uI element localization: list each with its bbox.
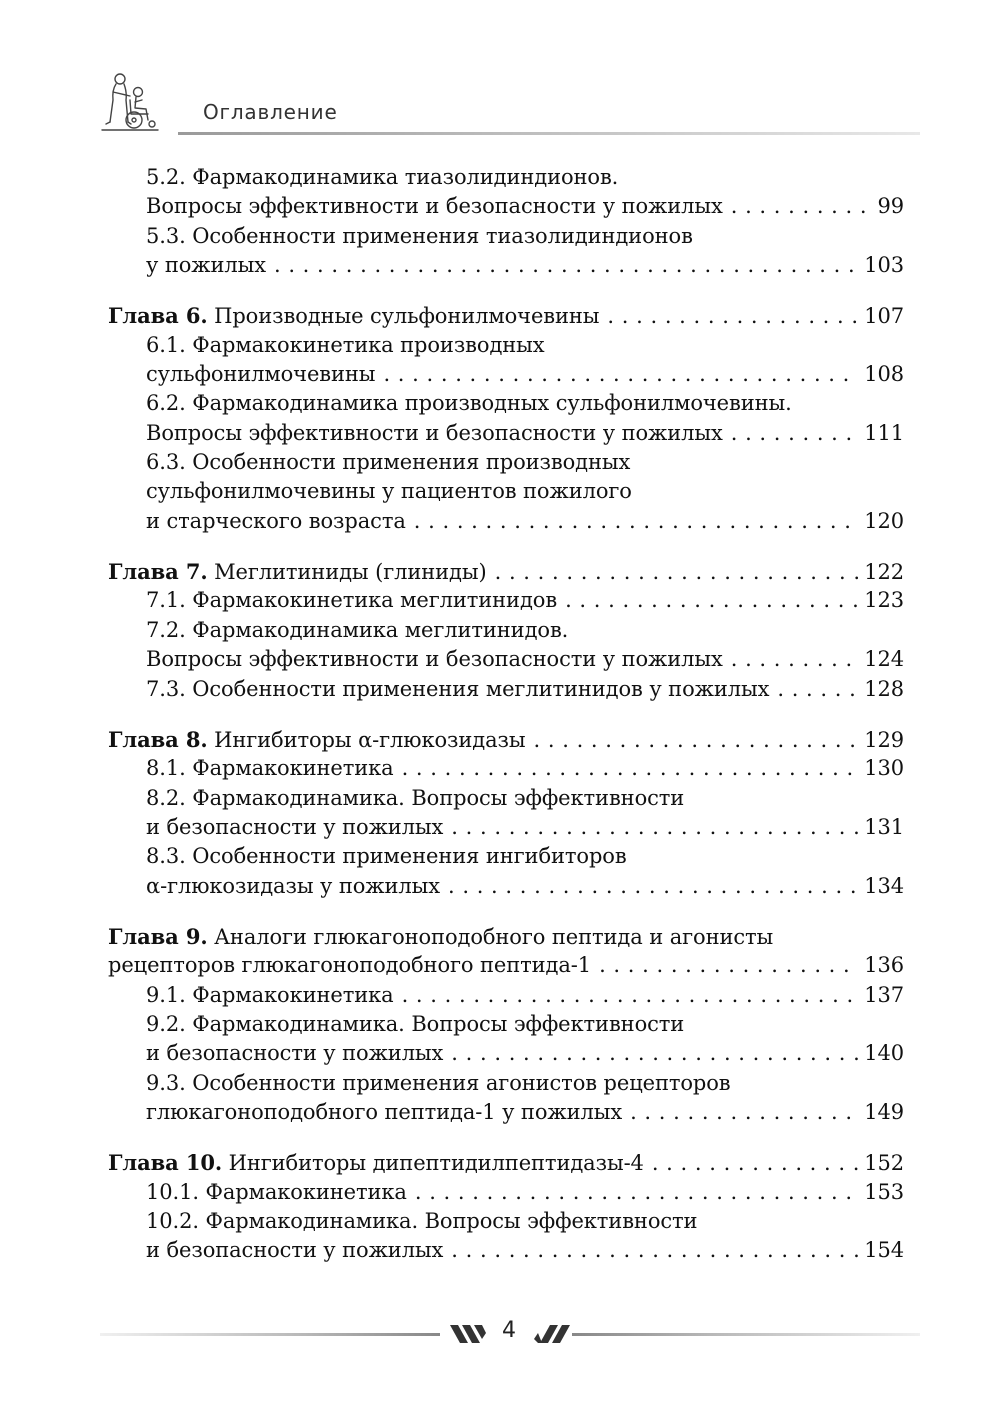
toc-entry-text xyxy=(108,922,773,952)
toc-page-number: 108 xyxy=(864,362,904,387)
toc-entry-text xyxy=(146,360,375,389)
toc-page-number: 136 xyxy=(864,953,904,978)
toc-entry-text xyxy=(146,251,266,280)
toc-entry xyxy=(108,1069,904,1098)
toc-page-number: 99 xyxy=(877,194,904,219)
toc-entry-text xyxy=(146,813,443,842)
section-gap xyxy=(108,536,904,557)
toc-page-number: 124 xyxy=(864,647,904,672)
entry-title: глюкагоноподобного пептида-1 у пожилых xyxy=(146,1099,623,1124)
toc-page-number: 130 xyxy=(864,756,904,781)
entry-title: 9.3. Особенности применения агонистов рецепторов xyxy=(146,1070,731,1095)
toc-entry xyxy=(108,448,904,477)
entry-title: 10.1. Фармакокинетика xyxy=(146,1179,407,1204)
toc-entry-text xyxy=(146,1098,622,1127)
toc-page-number: 154 xyxy=(864,1238,904,1263)
toc-entry-text xyxy=(146,419,723,448)
toc-entry-text xyxy=(146,163,618,192)
dot-leader xyxy=(534,726,859,755)
entry-title: Меглитиниды (глиниды) xyxy=(214,560,487,585)
dot-leader xyxy=(652,1149,858,1178)
toc-page-number: 134 xyxy=(864,873,904,898)
toc-entry-text xyxy=(146,192,723,221)
dot-leader xyxy=(414,507,858,536)
entry-title: и безопасности у пожилых xyxy=(146,814,444,839)
chapter-label: Глава 6. xyxy=(108,303,208,329)
toc-page-number: 111 xyxy=(864,420,904,445)
toc-page-number: 149 xyxy=(864,1099,904,1124)
toc-entry-text xyxy=(108,1148,644,1178)
toc-entry xyxy=(108,389,904,418)
toc-entry xyxy=(108,1236,904,1265)
toc-entry-text xyxy=(108,557,487,587)
section-gap xyxy=(108,901,904,922)
header-rule xyxy=(178,132,920,135)
footer-rule-left xyxy=(100,1333,440,1336)
chapter-label: Глава 7. xyxy=(108,559,208,585)
toc-entry-text xyxy=(146,842,627,871)
entry-title: 7.3. Особенности применения меглитинидов у пожилых xyxy=(146,676,770,701)
toc-entry-text xyxy=(146,1039,443,1068)
entry-title: сульфонилмочевины xyxy=(146,362,376,387)
toc-entry xyxy=(108,477,904,506)
toc-chapter-entry xyxy=(108,1148,904,1177)
toc-page-number: 137 xyxy=(864,982,904,1007)
entry-title: и безопасности у пожилых xyxy=(146,1238,444,1263)
page-number: 4 xyxy=(502,1318,516,1343)
toc-entry-text xyxy=(146,586,557,615)
section-gap xyxy=(108,704,904,725)
toc-entry-text xyxy=(146,1236,443,1265)
toc-entry xyxy=(108,675,904,704)
toc-entry xyxy=(108,784,904,813)
toc-entry-text xyxy=(146,448,630,477)
entry-title: 7.2. Фармакодинамика меглитинидов. xyxy=(146,617,569,642)
dot-leader xyxy=(402,981,859,1010)
entry-title: 9.2. Фармакодинамика. Вопросы эффективности xyxy=(146,1011,685,1036)
entry-title: 8.2. Фармакодинамика. Вопросы эффективности xyxy=(146,785,685,810)
toc-entry xyxy=(108,645,904,674)
toc-page-number: 152 xyxy=(864,1151,904,1176)
toc-entry-text xyxy=(146,1069,731,1098)
entry-title: 5.2. Фармакодинамика тиазолидиндионов. xyxy=(146,165,619,189)
toc-entry xyxy=(108,163,904,192)
section-gap xyxy=(108,1127,904,1148)
toc-entry-text xyxy=(146,1010,684,1039)
toc-entry xyxy=(108,842,904,871)
toc-chapter-entry xyxy=(108,557,904,586)
entry-title: 5.3. Особенности применения тиазолидиндионов xyxy=(146,223,693,248)
entry-title: Ингибиторы α-глюкозидазы xyxy=(214,727,526,752)
table-of-contents xyxy=(108,163,904,1266)
entry-title: Вопросы эффективности и безопасности у пожилых xyxy=(146,194,723,219)
entry-title: 8.1. Фармакокинетика xyxy=(146,756,394,781)
dot-leader xyxy=(415,1178,858,1207)
entry-title: 10.2. Фармакодинамика. Вопросы эффективности xyxy=(146,1209,698,1233)
toc-chapter-entry xyxy=(108,922,904,951)
dot-leader xyxy=(630,1098,858,1127)
toc-entry-text xyxy=(146,222,693,251)
entry-title: Ингибиторы дипептидилпептидазы-4 xyxy=(228,1151,644,1176)
dot-leader xyxy=(777,675,858,704)
toc-page-number: 123 xyxy=(864,588,904,613)
dot-leader xyxy=(448,872,858,901)
toc-entry xyxy=(108,981,904,1010)
toc-entry xyxy=(108,331,904,360)
toc-entry-text xyxy=(146,981,394,1010)
toc-entry-text xyxy=(108,951,591,980)
dot-leader xyxy=(599,951,858,980)
toc-entry xyxy=(108,1207,904,1236)
dot-leader xyxy=(402,754,859,783)
toc-chapter-entry xyxy=(108,725,904,754)
entry-title: Аналоги глюкагоноподобного пептида и агонисты xyxy=(214,924,774,949)
page-header xyxy=(100,70,920,140)
left-ornament-icon xyxy=(448,1325,488,1345)
chapter-label: Глава 8. xyxy=(108,726,208,752)
toc-entry xyxy=(108,813,904,842)
dot-leader xyxy=(451,1039,858,1068)
toc-entry xyxy=(108,507,904,536)
section-gap xyxy=(108,280,904,301)
dot-leader xyxy=(383,360,858,389)
dot-leader xyxy=(731,645,858,674)
dot-leader xyxy=(607,302,858,331)
toc-entry xyxy=(108,1098,904,1127)
dot-leader xyxy=(495,558,859,587)
running-header-title: Оглавление xyxy=(203,100,338,124)
toc-page-number: 129 xyxy=(864,727,904,752)
entry-title: рецепторов глюкагоноподобного пептида-1 xyxy=(108,953,592,978)
entry-title: и безопасности у пожилых xyxy=(146,1041,444,1066)
toc-entry-text xyxy=(146,784,684,813)
toc-page-number: 131 xyxy=(864,814,904,839)
dot-leader xyxy=(451,813,858,842)
dot-leader xyxy=(731,419,858,448)
toc-entry-text xyxy=(146,331,545,360)
dot-leader xyxy=(451,1236,858,1265)
entry-title: α-глюкозидазы у пожилых xyxy=(146,873,440,898)
page-footer xyxy=(100,1318,920,1354)
toc-chapter-entry xyxy=(108,301,904,330)
toc-entry xyxy=(108,360,904,389)
entry-title: 8.3. Особенности применения ингибиторов xyxy=(146,844,627,869)
footer-rule-right xyxy=(572,1333,920,1336)
toc-entry-text xyxy=(146,1178,407,1207)
entry-title: 6.1. Фармакокинетика производных xyxy=(146,332,545,357)
entry-title: сульфонилмочевины у пациентов пожилого xyxy=(146,479,632,504)
toc-entry-text xyxy=(108,725,526,755)
toc-entry-text xyxy=(146,872,440,901)
toc-page-number: 122 xyxy=(864,560,904,585)
entry-title: Производные сульфонилмочевины xyxy=(214,304,600,329)
entry-title: 7.1. Фармакокинетика меглитинидов xyxy=(146,588,558,613)
toc-entry-text xyxy=(146,477,632,506)
elderly-care-logo-icon xyxy=(100,70,160,132)
toc-entry xyxy=(108,586,904,615)
entry-title: 6.3. Особенности применения производных xyxy=(146,450,631,475)
toc-entry-text xyxy=(146,754,394,783)
toc-page-number: 107 xyxy=(864,304,904,329)
toc-page-number: 153 xyxy=(864,1179,904,1204)
entry-title: 6.2. Фармакодинамика производных сульфонилмочевины. xyxy=(146,391,792,416)
toc-entry xyxy=(108,1039,904,1068)
toc-entry-text xyxy=(146,389,792,418)
toc-page-number: 128 xyxy=(864,676,904,701)
dot-leader xyxy=(274,251,858,280)
toc-entry-text xyxy=(146,616,568,645)
dot-leader xyxy=(731,192,872,221)
toc-entry xyxy=(108,419,904,448)
toc-entry xyxy=(108,251,904,280)
toc-entry xyxy=(108,192,904,221)
toc-entry xyxy=(108,616,904,645)
toc-entry-text xyxy=(146,645,723,674)
toc-entry xyxy=(108,754,904,783)
toc-entry xyxy=(108,951,904,980)
toc-entry xyxy=(108,222,904,251)
toc-page-number: 140 xyxy=(864,1041,904,1066)
toc-entry xyxy=(108,1178,904,1207)
dot-leader xyxy=(565,586,858,615)
entry-title: Вопросы эффективности и безопасности у пожилых xyxy=(146,420,723,445)
toc-entry-text xyxy=(108,301,599,331)
toc-entry-text xyxy=(146,675,769,704)
toc-entry-text xyxy=(146,1207,697,1236)
toc-page-number: 120 xyxy=(864,508,904,533)
entry-title: у пожилых xyxy=(146,253,266,278)
entry-title: Вопросы эффективности и безопасности у пожилых xyxy=(146,647,723,672)
entry-title: 9.1. Фармакокинетика xyxy=(146,982,394,1007)
toc-entry xyxy=(108,872,904,901)
chapter-label: Глава 9. xyxy=(108,923,208,949)
chapter-label: Глава 10. xyxy=(108,1150,223,1176)
toc-entry-text xyxy=(146,507,406,536)
entry-title: и старческого возраста xyxy=(146,508,406,533)
toc-entry xyxy=(108,1010,904,1039)
right-ornament-icon xyxy=(532,1325,572,1345)
toc-page-number: 103 xyxy=(864,253,904,278)
